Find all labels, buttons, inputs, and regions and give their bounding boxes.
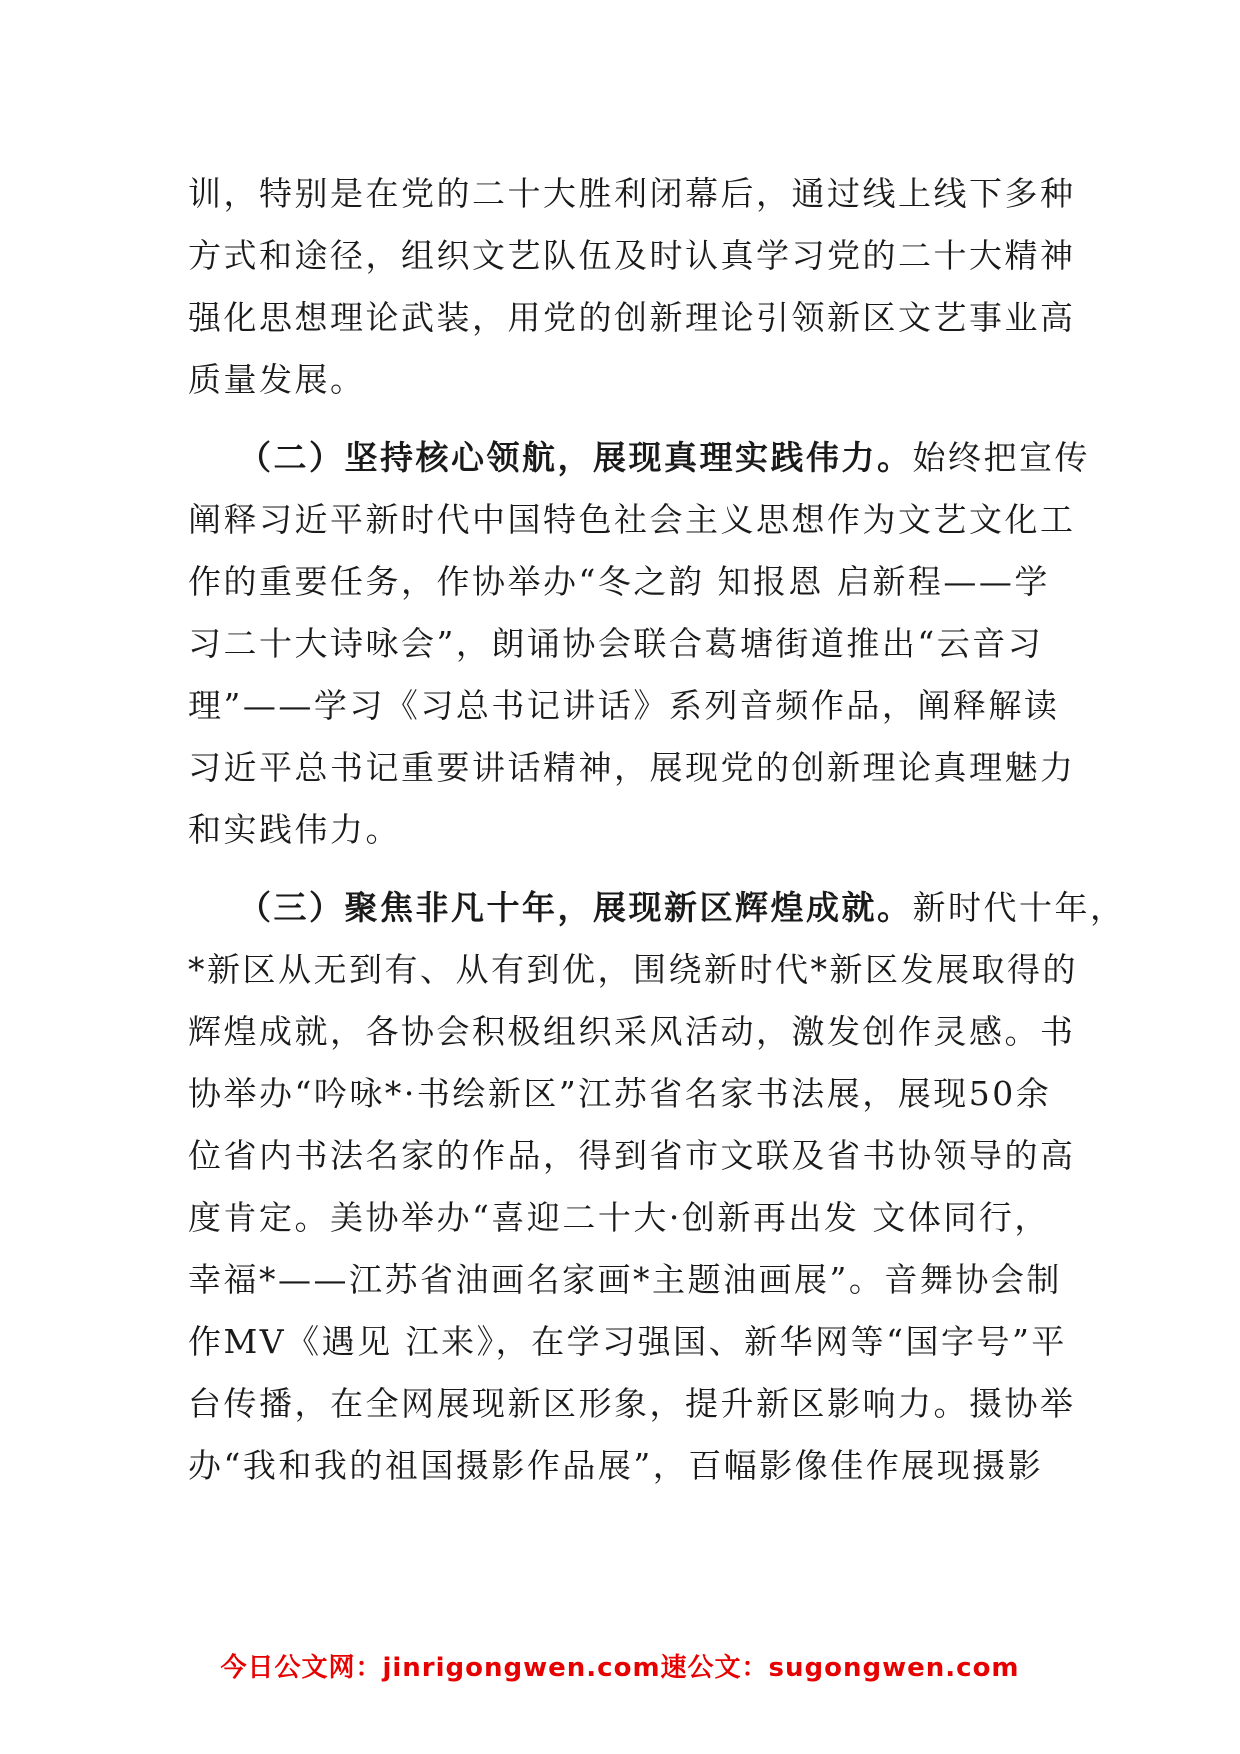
text-line: 位省内书法名家的作品，得到省市文联及省书协领导的高 — [188, 1136, 1076, 1175]
text-line: *新区从无到有、从有到优，围绕新时代*新区发展取得的 — [188, 950, 1078, 989]
text-line: 理”——学习《习总书记讲话》系列音频作品，阐释解读 — [188, 686, 1060, 725]
text-line: 度肯定。美协举办“喜迎二十大·创新再出发 文体同行， — [188, 1198, 1050, 1237]
text-line: 幸福*——江苏省油画名家画*主题油画展”。音舞协会制 — [188, 1260, 1062, 1299]
text-line: 办“我和我的祖国摄影作品展”，百幅影像佳作展现摄影 — [188, 1446, 1044, 1485]
paragraph-3 — [188, 877, 1126, 1497]
text-run: 始终把宣传 — [912, 438, 1090, 477]
section-heading: （二）坚持核心领航，展现真理实践伟力。 — [238, 438, 913, 477]
text-line: 方式和途径，组织文艺队伍及时认真学习党的二十大精神 — [188, 236, 1076, 275]
text-line: 台传播，在全网展现新区形象，提升新区影响力。摄协举 — [188, 1384, 1076, 1423]
text-line: 强化思想理论武装，用党的创新理论引领新区文艺事业高 — [188, 298, 1076, 337]
paragraph-2 — [188, 427, 1090, 861]
paragraph-3-first-line — [188, 877, 1126, 939]
text-line: 习二十大诗咏会”，朗诵协会联合葛塘街道推出“云音习 — [188, 624, 1044, 663]
text-run: 新时代十年， — [912, 888, 1126, 927]
paragraph-1 — [188, 163, 1076, 411]
text-line: 和实践伟力。 — [188, 810, 401, 849]
text-line: 作的重要任务，作协举办“冬之韵 知报恩 启新程——学 — [188, 562, 1050, 601]
text-line: 阐释习近平新时代中国特色社会主义思想作为文艺文化工 — [188, 500, 1076, 539]
footer-watermark: 今日公文网：jinrigongwen.com速公文：sugongwen.com — [220, 1653, 1020, 1683]
section-heading: （三）聚焦非凡十年，展现新区辉煌成就。 — [238, 888, 913, 927]
text-line: 习近平总书记重要讲话精神，展现党的创新理论真理魅力 — [188, 748, 1076, 787]
document-body — [188, 163, 1126, 1497]
text-line: 作MV《遇见 江来》，在学习强国、新华网等“国字号”平 — [188, 1322, 1067, 1361]
text-line: 辉煌成就，各协会积极组织采风活动，激发创作灵感。书 — [188, 1012, 1076, 1051]
text-line: 质量发展。 — [188, 360, 366, 399]
text-line: 协举办“吟咏*·书绘新区”江苏省名家书法展，展现50余 — [188, 1074, 1052, 1113]
text-line: 训，特别是在党的二十大胜利闭幕后，通过线上线下多种 — [188, 174, 1076, 213]
paragraph-2-first-line — [188, 427, 1090, 489]
